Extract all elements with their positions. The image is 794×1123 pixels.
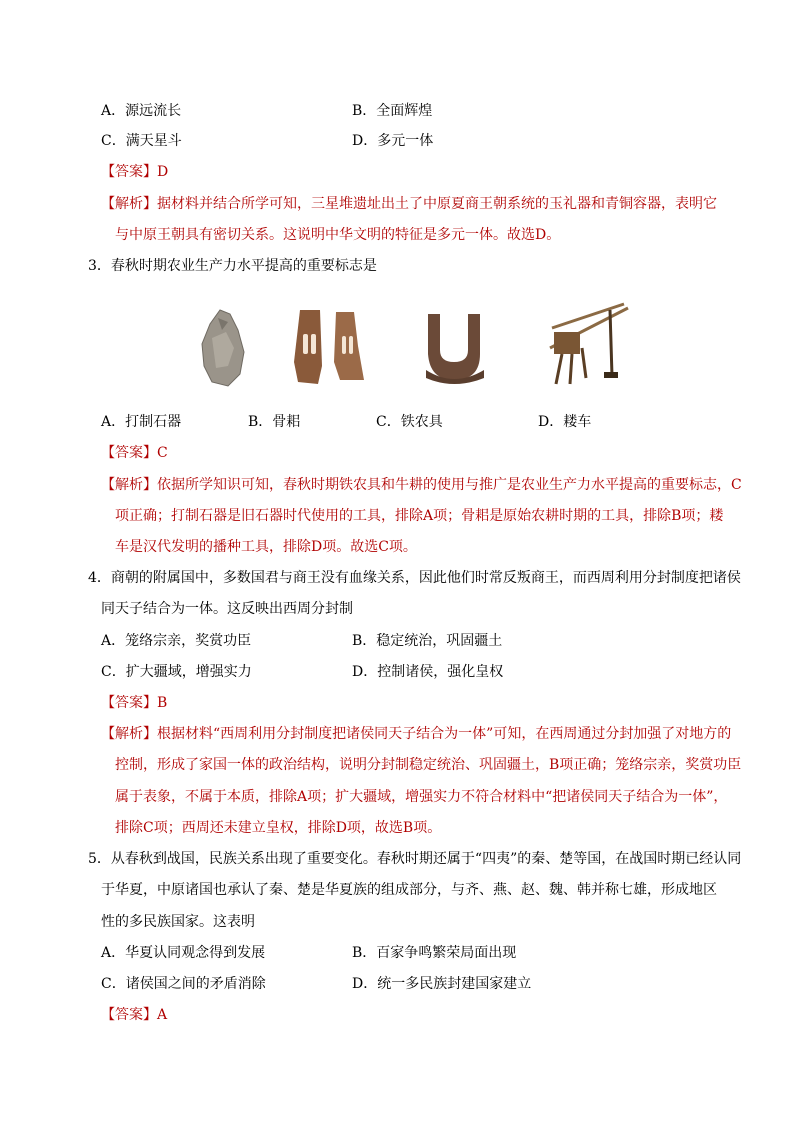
q3-option-b: B．骨耜: [248, 414, 301, 430]
analysis-tag: 【解析】: [101, 477, 157, 493]
q3-analysis-line-1: [101, 475, 742, 495]
q5-option-c: C．诸侯国之间的矛盾消除: [101, 976, 266, 992]
q4-analysis-line-3: 属于表象，不属于本质，排除A项；扩大疆域，增强实力不符合材料中“把诸侯同天子结合为一体”，: [115, 789, 728, 805]
q2-option-d: D．多元一体: [352, 133, 434, 149]
answer-value: B: [157, 695, 168, 711]
q4-analysis-line-1: [101, 724, 731, 744]
q4-option-d: D．控制诸侯，强化皇权: [352, 664, 504, 680]
q4-option-b: B．稳定统治，巩固疆土: [352, 633, 503, 649]
q3-analysis-line-2: 项正确；打制石器是旧石器时代使用的工具，排除A项；骨耜是原始农耕时期的工具，排除B项；耧: [115, 508, 724, 524]
q4-analysis-line-4: 排除C项；西周还未建立皇权，排除D项，故选B项。: [115, 820, 442, 836]
q4-stem-line-1: 4．商朝的附属国中，多数国君与商王没有血缘关系，因此他们时常反叛商王，而西周利用分封制度把诸侯: [88, 570, 741, 586]
analysis-text: 据材料并结合所学可知，三星堆遗址出土了中原夏商王朝系统的玉礼器和青铜容器，表明它: [157, 196, 717, 212]
q2-analysis-line-1: [101, 194, 717, 214]
bone-spade-image: [292, 306, 368, 386]
analysis-text: 根据材料“西周利用分封制度把诸侯同天子结合为一体”可知，在西周通过分封加强了对地方的: [157, 726, 732, 742]
q4-stem-line-2: 同天子结合为一体。这反映出西周分封制: [101, 601, 353, 617]
q3-option-d: D．耧车: [538, 414, 592, 430]
q5-stem-line-2: 于华夏，中原诸国也承认了秦、楚是华夏族的组成部分，与齐、燕、赵、魏、韩并称七雄，形成地区: [101, 882, 717, 898]
q5-stem-line-3: 性的多民族国家。这表明: [101, 914, 255, 930]
q4-option-a: A．笼络宗亲，奖赏功臣: [101, 633, 252, 649]
q3-answer: [101, 443, 168, 463]
q5-stem-line-1: 5．从春秋到战国，民族关系出现了重要变化。春秋时期还属于“四夷”的秦、楚等国，在战国时期已经认同: [88, 851, 742, 867]
q2-answer: [101, 162, 168, 182]
q3-analysis-line-3: 车是汉代发明的播种工具，排除D项。故选C项。: [115, 539, 417, 555]
q2-analysis-line-2: 与中原王朝具有密切关系。这说明中华文明的特征是多元一体。故选D。: [115, 227, 561, 243]
q2-option-b: B．全面辉煌: [352, 103, 433, 119]
q5-option-a: A．华夏认同观念得到发展: [101, 945, 266, 961]
answer-tag: 【答案】: [101, 164, 157, 180]
answer-tag: 【答案】: [101, 695, 157, 711]
seed-drill-image: [532, 298, 636, 390]
iron-tool-image: [420, 310, 490, 386]
q5-answer: [101, 1005, 167, 1025]
q3-option-c: C．铁农具: [376, 414, 443, 430]
analysis-text: 依据所学知识可知，春秋时期铁农具和牛耕的使用与推广是农业生产力水平提高的重要标志，C: [157, 477, 742, 493]
q5-option-b: B．百家争鸣繁荣局面出现: [352, 945, 517, 961]
q4-option-c: C．扩大疆域，增强实力: [101, 664, 252, 680]
q4-answer: [101, 693, 167, 713]
analysis-tag: 【解析】: [101, 196, 157, 212]
stone-tool-image: [198, 308, 248, 388]
q2-option-c: C．满天星斗: [101, 133, 182, 149]
q5-option-d: D．统一多民族封建国家建立: [352, 976, 532, 992]
q2-option-a: A．源远流长: [101, 103, 182, 119]
q3-stem: 3．春秋时期农业生产力水平提高的重要标志是: [88, 258, 377, 274]
analysis-tag: 【解析】: [101, 726, 157, 742]
answer-value: D: [157, 164, 169, 180]
answer-value: A: [157, 1007, 168, 1023]
q3-option-a: A．打制石器: [101, 414, 182, 430]
answer-tag: 【答案】: [101, 1007, 157, 1023]
q4-analysis-line-2: 控制，形成了家国一体的政治结构，说明分封制稳定统治、巩固疆土，B项正确；笼络宗亲，奖赏功臣: [115, 757, 742, 773]
answer-tag: 【答案】: [101, 445, 157, 461]
answer-value: C: [157, 445, 168, 461]
